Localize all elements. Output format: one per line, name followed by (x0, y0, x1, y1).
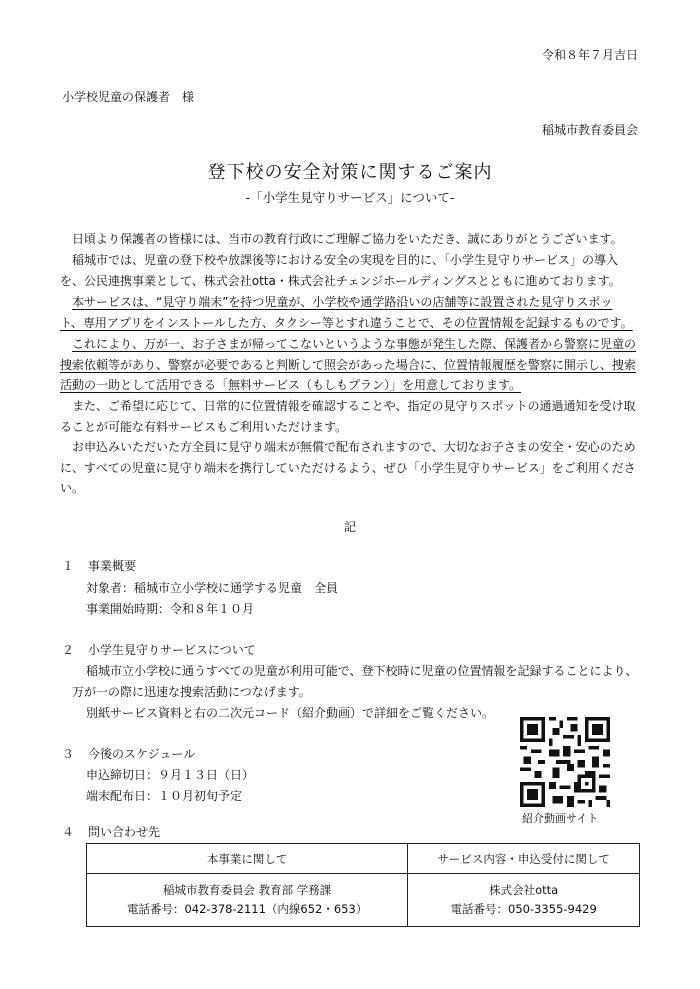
text-line: 本サービスは、“見守り端末”を持つ児童が、小学校や通学路沿いの店舗等に設置された見守りスポッ (72, 295, 613, 309)
text-line: 日頃より保護者の皆様には、当市の教育行政にご理解ご協力をいただき、誠にありがとうございます。 (72, 232, 623, 246)
text-line: 活動の一助として活用できる「無料サービス（もしもプラン）」を用意しております。 (60, 378, 522, 393)
ki-heading: 記 (343, 520, 356, 534)
qr-code-graphic (520, 717, 610, 807)
section-3-line: 申込締切日：９月１３日（日） (86, 768, 255, 782)
section-1-line: 事業開始時期：令和８年１０月 (86, 602, 255, 616)
section-number: ４ (62, 825, 75, 839)
text-line: ト、専用アプリをインストールした方、タクシー等とすれ違うことで、その位置情報を記録するものです。 (60, 315, 633, 330)
text-line: お申込みいただいた方全員に見守り端末が無償で配布されますので、大切なお子さまの安全・安心のため (72, 440, 636, 454)
qr-code-icon[interactable] (520, 717, 610, 807)
table-header-row (87, 844, 640, 874)
body-paragraph-4 (60, 334, 640, 396)
section-3-heading (62, 745, 195, 762)
section-2-line: 稲城市立小学校に通うすべての児童が利用可能で、登下校時に児童の位置情報を記録することにより、 (86, 664, 638, 678)
table-header-cell: サービス内容・申込受付に関して (408, 844, 640, 874)
body-paragraph-6 (60, 437, 640, 499)
section-3-line: 端末配布日：１０月初旬予定 (86, 789, 243, 803)
table-row (87, 874, 640, 927)
section-number: ２ (62, 643, 75, 657)
body-paragraph-1 (60, 229, 640, 250)
section-number: １ (62, 559, 75, 573)
section-title: 事業概要 (88, 559, 137, 573)
text-line: 捜索依頼等があり、警察が必要であると判断して照会があった場合に、位置情報履歴を警察に開示し、捜索 (60, 357, 636, 372)
section-1-line: 対象者：稲城市立小学校に通学する児童 全員 (86, 581, 339, 595)
text-line: に、すべての児童に見守り端末を携行していただけるよう、ぜひ「小学生見守りサービス」をご利用くださ (60, 460, 636, 475)
addressee: 小学校児童の保護者 様 (62, 90, 195, 104)
document-title: 登下校の安全対策に関するご案内 (207, 162, 493, 183)
text-line: 稲城市では、児童の登下校や放課後等における安全の実現を目的に、「小学生見守りサービス」の導入 (72, 253, 619, 267)
section-title: 今後のスケジュール (88, 747, 196, 761)
section-title: 問い合わせ先 (88, 825, 161, 839)
section-2-heading (62, 641, 256, 658)
section-4-heading (62, 823, 160, 840)
qr-caption: 紹介動画サイト (522, 812, 599, 825)
table-cell (408, 874, 640, 927)
contact-org: 株式会社otta (489, 883, 559, 897)
text-line: い。 (60, 481, 85, 496)
text-line: これにより、万が一、お子さまが帰ってこないというような事態が発生した際、保護者から警察に児童の (72, 337, 637, 351)
section-number: ３ (62, 747, 75, 761)
body-paragraph-3 (60, 292, 640, 333)
text-line: また、ご希望に応じて、日常的に位置情報を確認することや、指定の見守りスポットの通過通知を受け取 (72, 399, 636, 413)
table-cell (87, 874, 408, 927)
issue-date: 令和８年７月吉日 (541, 48, 638, 62)
section-2-line: 万が一の際に迅速な捜索活動につなげます。 (72, 685, 311, 699)
issuer: 稲城市教育委員会 (541, 123, 638, 137)
text-line: ることが可能な有料サービスもご利用いただけます。 (60, 419, 348, 434)
table-header-cell: 本事業に関して (87, 844, 408, 874)
document-subtitle: -「小学生見守りサービス」について- (245, 190, 455, 205)
contact-phone: 電話番号：042-378-2111（内線652・653） (126, 902, 368, 916)
text-line: を、公民連携事業として、株式会社otta・株式会社チェンジホールディングスとともに進めております。 (60, 273, 621, 288)
contact-org: 稲城市教育委員会 教育部 学務課 (162, 883, 332, 897)
section-2-line: 別紙サービス資料と右の二次元コード（紹介動画）で詳細をご覧ください。 (86, 706, 495, 720)
section-1-heading (62, 557, 136, 574)
body-paragraph-5 (60, 396, 640, 437)
contact-phone: 電話番号：050-3355-9429 (450, 902, 597, 916)
contact-table (86, 843, 640, 927)
section-title: 小学生見守りサービスについて (88, 643, 256, 657)
body-paragraph-2 (60, 250, 640, 291)
